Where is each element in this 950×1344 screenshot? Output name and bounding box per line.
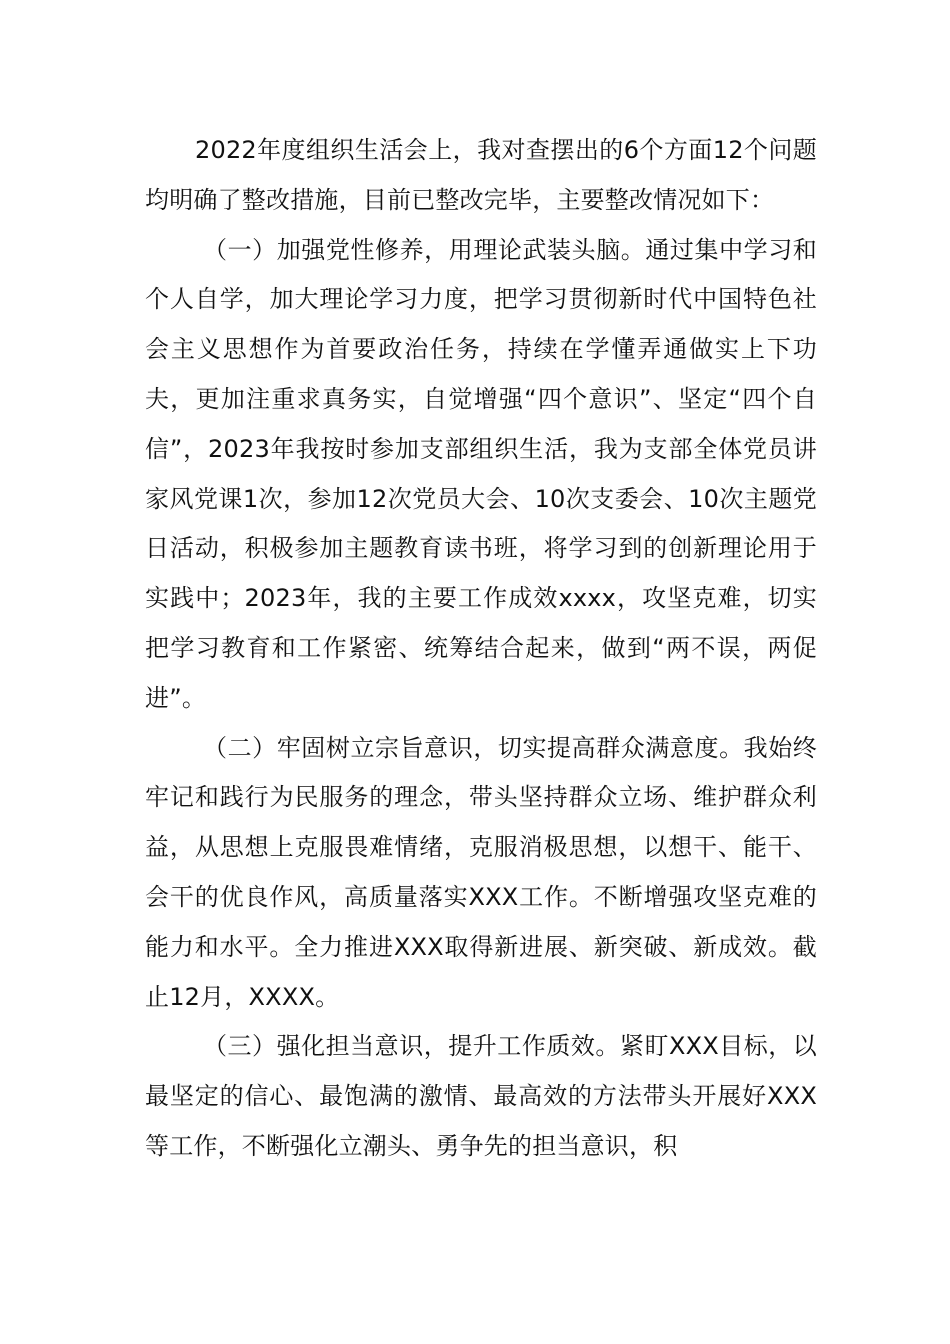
document-body: [145, 126, 817, 1172]
paragraph-section-1: （一）加强党性修养，用理论武装头脑。通过集中学习和个人自学，加大理论学习力度，把学习贯彻新时代中国特色社会主义思想作为首要政治任务，持续在学懂弄通做实上下功夫，更加注重求真务实，自觉增强“四个意识”、坚定“四个自信”，2023年我按时参加支部组织生活，我为支部全体党员讲家风党课1次，参加12次党员大会、10次支委会、10次主题党日活动，积极参加主题教育读书班，将学习到的创新理论用于实践中；2023年，我的主要工作成效xxxx，攻坚克难，切实把学习教育和工作紧密、统筹结合起来，做到“两不误，两促进”。: [145, 235, 817, 712]
paragraph-intro: 2022年度组织生活会上，我对查摆出的6个方面12个问题均明确了整改措施，目前已整改完毕，主要整改情况如下：: [145, 136, 817, 214]
paragraph-section-3: （三）强化担当意识，提升工作质效。紧盯XXX目标，以最坚定的信心、最饱满的激情、最高效的方法带头开展好XXX等工作，不断强化立潮头、勇争先的担当意识，积: [145, 1032, 817, 1160]
paragraph-section-2: （二）牢固树立宗旨意识，切实提高群众满意度。我始终牢记和践行为民服务的理念，带头坚持群众立场、维护群众利益，从思想上克服畏难情绪，克服消极思想，以想干、能干、会干的优良作风，高质量落实XXX工作。不断增强攻坚克难的能力和水平。全力推进XXX取得新进展、新突破、新成效。截止12月，XXXX。: [145, 733, 817, 1011]
